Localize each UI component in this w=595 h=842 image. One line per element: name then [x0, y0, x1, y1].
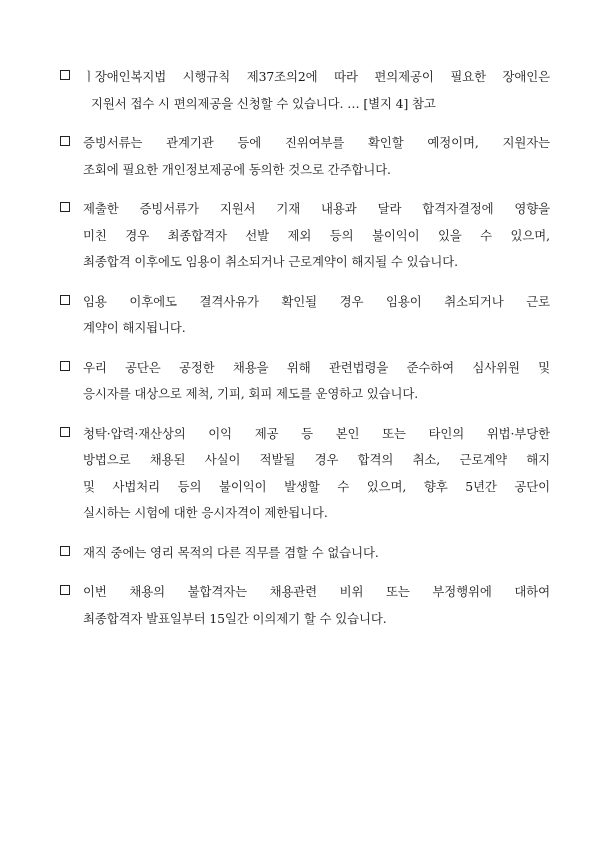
checkbox-icon — [60, 427, 70, 437]
notice-text — [83, 540, 550, 567]
notice-line: 실시하는 시험에 대한 응시자격이 제한됩니다. — [83, 505, 328, 520]
notice-line: 응시자를 대상으로 제척, 기피, 회피 제도를 운영하고 있습니다. — [83, 386, 419, 401]
notice-item-2 — [60, 130, 550, 183]
notice-line: 최종합격 이후에도 임용이 취소되거나 근로계약이 해지될 수 있습니다. — [83, 254, 458, 269]
notice-text — [83, 64, 550, 117]
notice-item-4 — [60, 289, 550, 342]
checkbox-icon — [60, 70, 70, 80]
notice-line: 최종합격자 발표일부터 15일간 이의제기 할 수 있습니다. — [83, 610, 387, 626]
notice-line: 재직 중에는 영리 목적의 다른 직무를 겸할 수 없습니다. — [83, 544, 379, 560]
notice-line: 임용 이후에도 결격사유가 확인될 경우 임용이 취소되거나 근로 — [83, 293, 550, 309]
notice-line: 및 사법처리 등의 불이익이 발생할 수 있으며, 향후 5년간 공단이 — [83, 478, 550, 494]
notice-item-5 — [60, 355, 550, 408]
notice-line: 방법으로 채용된 사실이 적발될 경우 합격의 취소, 근로계약 해지 — [83, 452, 550, 467]
notice-line: 증빙서류는 관계기관 등에 진위여부를 확인할 예정이며, 지원자는 — [83, 135, 550, 150]
notice-item-1 — [60, 64, 550, 117]
notice-line: 이번 채용의 불합격자는 채용관련 비위 또는 부정행위에 대하여 — [83, 584, 550, 599]
checkbox-icon — [60, 202, 70, 212]
notice-item-3 — [60, 196, 550, 276]
notice-line: 미친 경우 최종합격자 선발 제외 등의 불이익이 있을 수 있으며, — [83, 227, 550, 243]
notice-item-6 — [60, 421, 550, 527]
notice-line: 계약이 해지됩니다. — [83, 320, 186, 335]
notice-text — [83, 289, 550, 342]
notice-line: 조회에 필요한 개인정보제공에 동의한 것으로 간주합니다. — [83, 161, 391, 177]
notice-line: 청탁·압력·재산상의 이익 제공 등 본인 또는 타인의 위법·부당한 — [83, 425, 550, 441]
notice-line: 제출한 증빙서류가 지원서 기재 내용과 달라 합격자결정에 영향을 — [83, 201, 550, 216]
notice-line: ㅣ장애인복지법 시행규칙 제37조의2에 따라 편의제공이 필요한 장애인은 — [83, 69, 550, 84]
checkbox-icon — [60, 295, 70, 305]
notice-text — [83, 421, 550, 527]
notice-text — [83, 196, 550, 276]
notice-text — [83, 579, 550, 632]
notice-list — [60, 64, 550, 645]
checkbox-icon — [60, 585, 70, 595]
notice-line: 우리 공단은 공정한 채용을 위해 관련법령을 준수하여 심사위원 및 — [83, 359, 550, 375]
notice-line: 지원서 접수 시 편의제공을 신청할 수 있습니다. … [별지 4] 참고 — [91, 95, 436, 111]
notice-text — [83, 130, 550, 183]
checkbox-icon — [60, 546, 70, 556]
notice-item-8 — [60, 579, 550, 632]
checkbox-icon — [60, 136, 70, 146]
notice-text — [83, 355, 550, 408]
notice-item-7 — [60, 540, 550, 567]
checkbox-icon — [60, 361, 70, 371]
